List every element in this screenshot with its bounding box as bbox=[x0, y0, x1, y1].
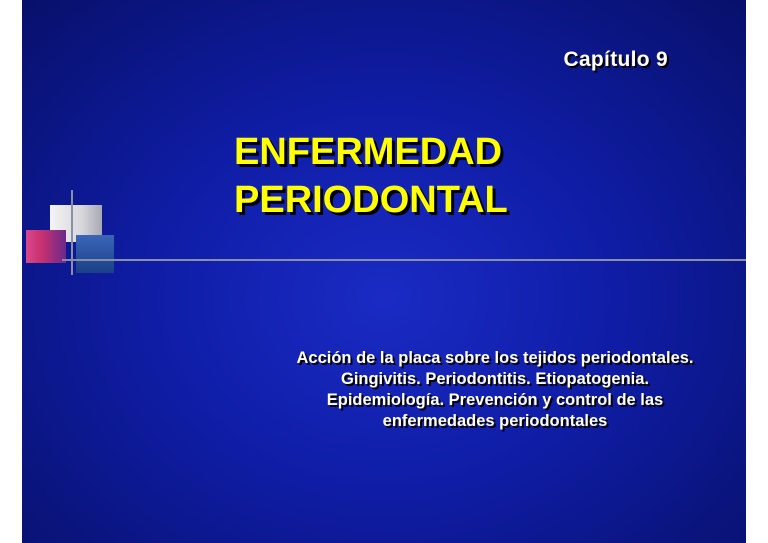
slide bbox=[22, 0, 746, 543]
title-line-2: PERIODONTAL bbox=[234, 179, 508, 221]
decorative-square-blue bbox=[76, 235, 114, 273]
subtitle-line-1: Acción de la placa sobre los tejidos periodontales. bbox=[296, 349, 694, 367]
slide-subtitle bbox=[240, 348, 746, 432]
subtitle-line-4: enfermedades periodontales bbox=[382, 412, 608, 430]
chapter-label: Capítulo 9 bbox=[563, 48, 668, 71]
subtitle-line-2: Gingivitis. Periodontitis. Etiopatogenia. bbox=[340, 370, 650, 388]
subtitle-line-3: Epidemiología. Prevención y control de las bbox=[326, 391, 664, 409]
slide-title bbox=[234, 128, 508, 224]
title-line-1: ENFERMEDAD bbox=[234, 131, 503, 173]
decorative-square-pink bbox=[26, 230, 66, 263]
decorative-vertical-line bbox=[71, 190, 73, 275]
decorative-horizontal-line bbox=[62, 259, 746, 261]
